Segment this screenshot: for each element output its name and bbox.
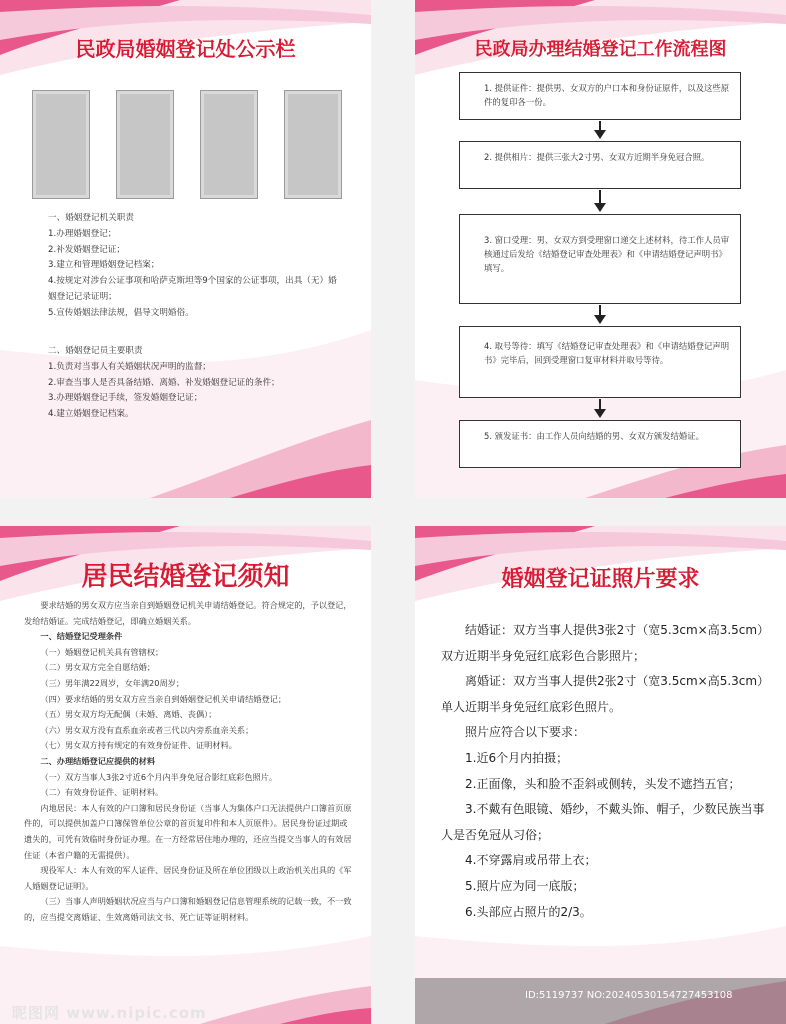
panel-title: 民政局婚姻登记处公示栏 bbox=[75, 37, 296, 61]
notice-body bbox=[24, 598, 354, 925]
section-heading: 二、办理结婚登记应提供的材料 bbox=[40, 755, 156, 766]
list-item: （一）双方当事人3张2寸近6个月内半身免冠合影红底彩色照片。 bbox=[40, 771, 278, 782]
arrow-down-icon bbox=[594, 203, 606, 212]
photo-placeholder bbox=[284, 90, 342, 199]
list-item: （一）婚姻登记机关具有管辖权； bbox=[40, 646, 164, 657]
section-heading: 一、结婚登记受理条件 bbox=[40, 631, 123, 642]
list-item: 1.负责对当事人有关婚姻状况声明的监督； bbox=[48, 361, 211, 372]
watermark-left: 昵图网 www.nipic.com bbox=[12, 1004, 207, 1022]
list-item: （三）男年满22周岁，女年满20周岁； bbox=[40, 677, 185, 688]
list-item: （二）有效身份证件、证明材料。 bbox=[40, 787, 164, 798]
list-item: 2.补发婚姻登记证； bbox=[48, 244, 125, 255]
flow-step-1: 1. 提供证件：提供男、女双方的户口本和身份证原件，以及这些原件的复印各一份。 bbox=[459, 72, 741, 120]
list-item: （四）要求结婚的男女双方应当亲自到婚姻登记机关申请结婚登记； bbox=[40, 693, 287, 704]
requirement-line: 5.照片应为同一底版； bbox=[465, 878, 585, 893]
arrow-down-icon bbox=[594, 409, 606, 418]
list-item: （六）男女双方没有直系血亲或者三代以内旁系血亲关系； bbox=[40, 724, 254, 735]
flow-step-3: 3. 窗口受理：男、女双方到受理窗口递交上述材料，待工作人员审核通过后发给《结婚登记审查处理表》和《申请结婚登记声明书》填写。 bbox=[459, 214, 741, 304]
list-item: 1.办理婚姻登记； bbox=[48, 228, 117, 239]
photo-requirements-body bbox=[441, 618, 766, 925]
photo-placeholder bbox=[32, 90, 90, 199]
watermark-bar bbox=[415, 978, 786, 1024]
duties-section-2 bbox=[40, 344, 340, 423]
registration-notice-panel bbox=[0, 526, 371, 1024]
list-item: 2.审查当事人是否具备结婚、离婚、补发婚姻登记证的条件； bbox=[48, 377, 280, 388]
list-item: （三）当事人声明婚姻状况应当与户口簿和婚姻登记信息管理系统的记载一致，不一致的，应当提交离婚证、生效离婚司法文书、死亡证等证明材料。 bbox=[24, 896, 352, 922]
requirement-line: 照片应符合以下要求： bbox=[465, 725, 586, 740]
photo-requirements-panel bbox=[415, 526, 786, 1024]
section-heading: 二、婚姻登记员主要职责 bbox=[48, 346, 143, 356]
requirement-line: 2.正面像，头和脸不歪斜或侧转，头发不遮挡五官； bbox=[465, 776, 741, 791]
requirement-line: 3.不戴有色眼镜、婚纱，不戴头饰、帽子，少数民族当事人是否免冠从习俗； bbox=[441, 802, 765, 842]
flow-step-4: 4. 取号等待：填写《结婚登记审查处理表》和《申请结婚登记声明书》完毕后，回到受理窗口复审材料并取号等待。 bbox=[459, 326, 741, 398]
arrow-down-icon bbox=[594, 315, 606, 324]
arrow-down-icon bbox=[594, 130, 606, 139]
list-item: 现役军人：本人有效的军人证件、居民身份证及所在单位团级以上政治机关出具的《军人婚姻登记证明》。 bbox=[24, 865, 352, 891]
photo-placeholder bbox=[200, 90, 258, 199]
section-heading: 一、婚姻登记机关职责 bbox=[48, 213, 134, 223]
list-item: 4.建立婚姻登记档案。 bbox=[48, 409, 134, 420]
flow-step-5: 5. 颁发证书：由工作人员向结婚的男、女双方颁发结婚证。 bbox=[459, 420, 741, 468]
panel-title: 民政局办理结婚登记工作流程图 bbox=[474, 39, 727, 60]
requirement-line: 结婚证：双方当事人提供3张2寸（宽5.3cm×高3.5cm）双方近期半身免冠红底彩色合影照片； bbox=[441, 623, 764, 663]
notice-board-panel bbox=[0, 0, 371, 498]
intro-paragraph: 要求结婚的男女双方应当亲自到婚姻登记机关申请结婚登记。符合规定的，予以登记，发给结婚证。完成结婚登记，即确立婚姻关系。 bbox=[24, 600, 352, 626]
list-item: 5.宣传婚姻法律法规，倡导文明婚俗。 bbox=[48, 307, 194, 318]
list-item: （五）男女双方均无配偶（未婚、离婚、丧偶）； bbox=[40, 709, 217, 720]
photo-placeholder bbox=[116, 90, 174, 199]
list-item: 4.按规定对涉台公证事项和哈萨克斯坦等9个国家的公证事项，出具（无）婚姻登记记录证明； bbox=[48, 276, 337, 302]
list-item: （七）男女双方持有规定的有效身份证件、证明材料。 bbox=[40, 740, 237, 751]
requirement-line: 4.不穿露肩或吊带上衣； bbox=[465, 853, 597, 868]
requirement-line: 6.头部应占照片的2/3。 bbox=[465, 904, 592, 919]
flowchart-panel bbox=[415, 0, 786, 498]
arrow-line bbox=[599, 190, 601, 204]
list-item: 3.办理婚姻登记手续，签发婚姻登记证； bbox=[48, 393, 203, 404]
requirement-line: 1.近6个月内拍摄； bbox=[465, 750, 569, 765]
panel-title: 婚姻登记证照片要求 bbox=[501, 567, 700, 592]
requirement-line: 离婚证：双方当事人提供2张2寸（宽3.5cm×高5.3cm）单人近期半身免冠红底彩色照片。 bbox=[441, 674, 764, 714]
watermark-id: ID:5119737 NO:20240530154727453108 bbox=[525, 990, 733, 1001]
panel-title: 居民结婚登记须知 bbox=[81, 562, 290, 592]
list-item: （二）男女双方完全自愿结婚； bbox=[40, 662, 156, 673]
flow-step-2: 2. 提供相片：提供三张大2寸男、女双方近期半身免冠合照。 bbox=[459, 141, 741, 189]
list-item: 内地居民：本人有效的户口簿和居民身份证（当事人为集体户口无法提供户口簿首页原件的，可以提供加盖户口簿保管单位公章的首页复印件和本人页原件）。居民身份证过期或遗失的，可凭有效临时身份证办理。在一方经常居住地办理的，还应当提交当事人的有效居住证（本省户籍的无需提供）。 bbox=[24, 802, 352, 860]
list-item: 3.建立和管理婚姻登记档案； bbox=[48, 260, 160, 271]
duties-section-1 bbox=[40, 211, 340, 322]
